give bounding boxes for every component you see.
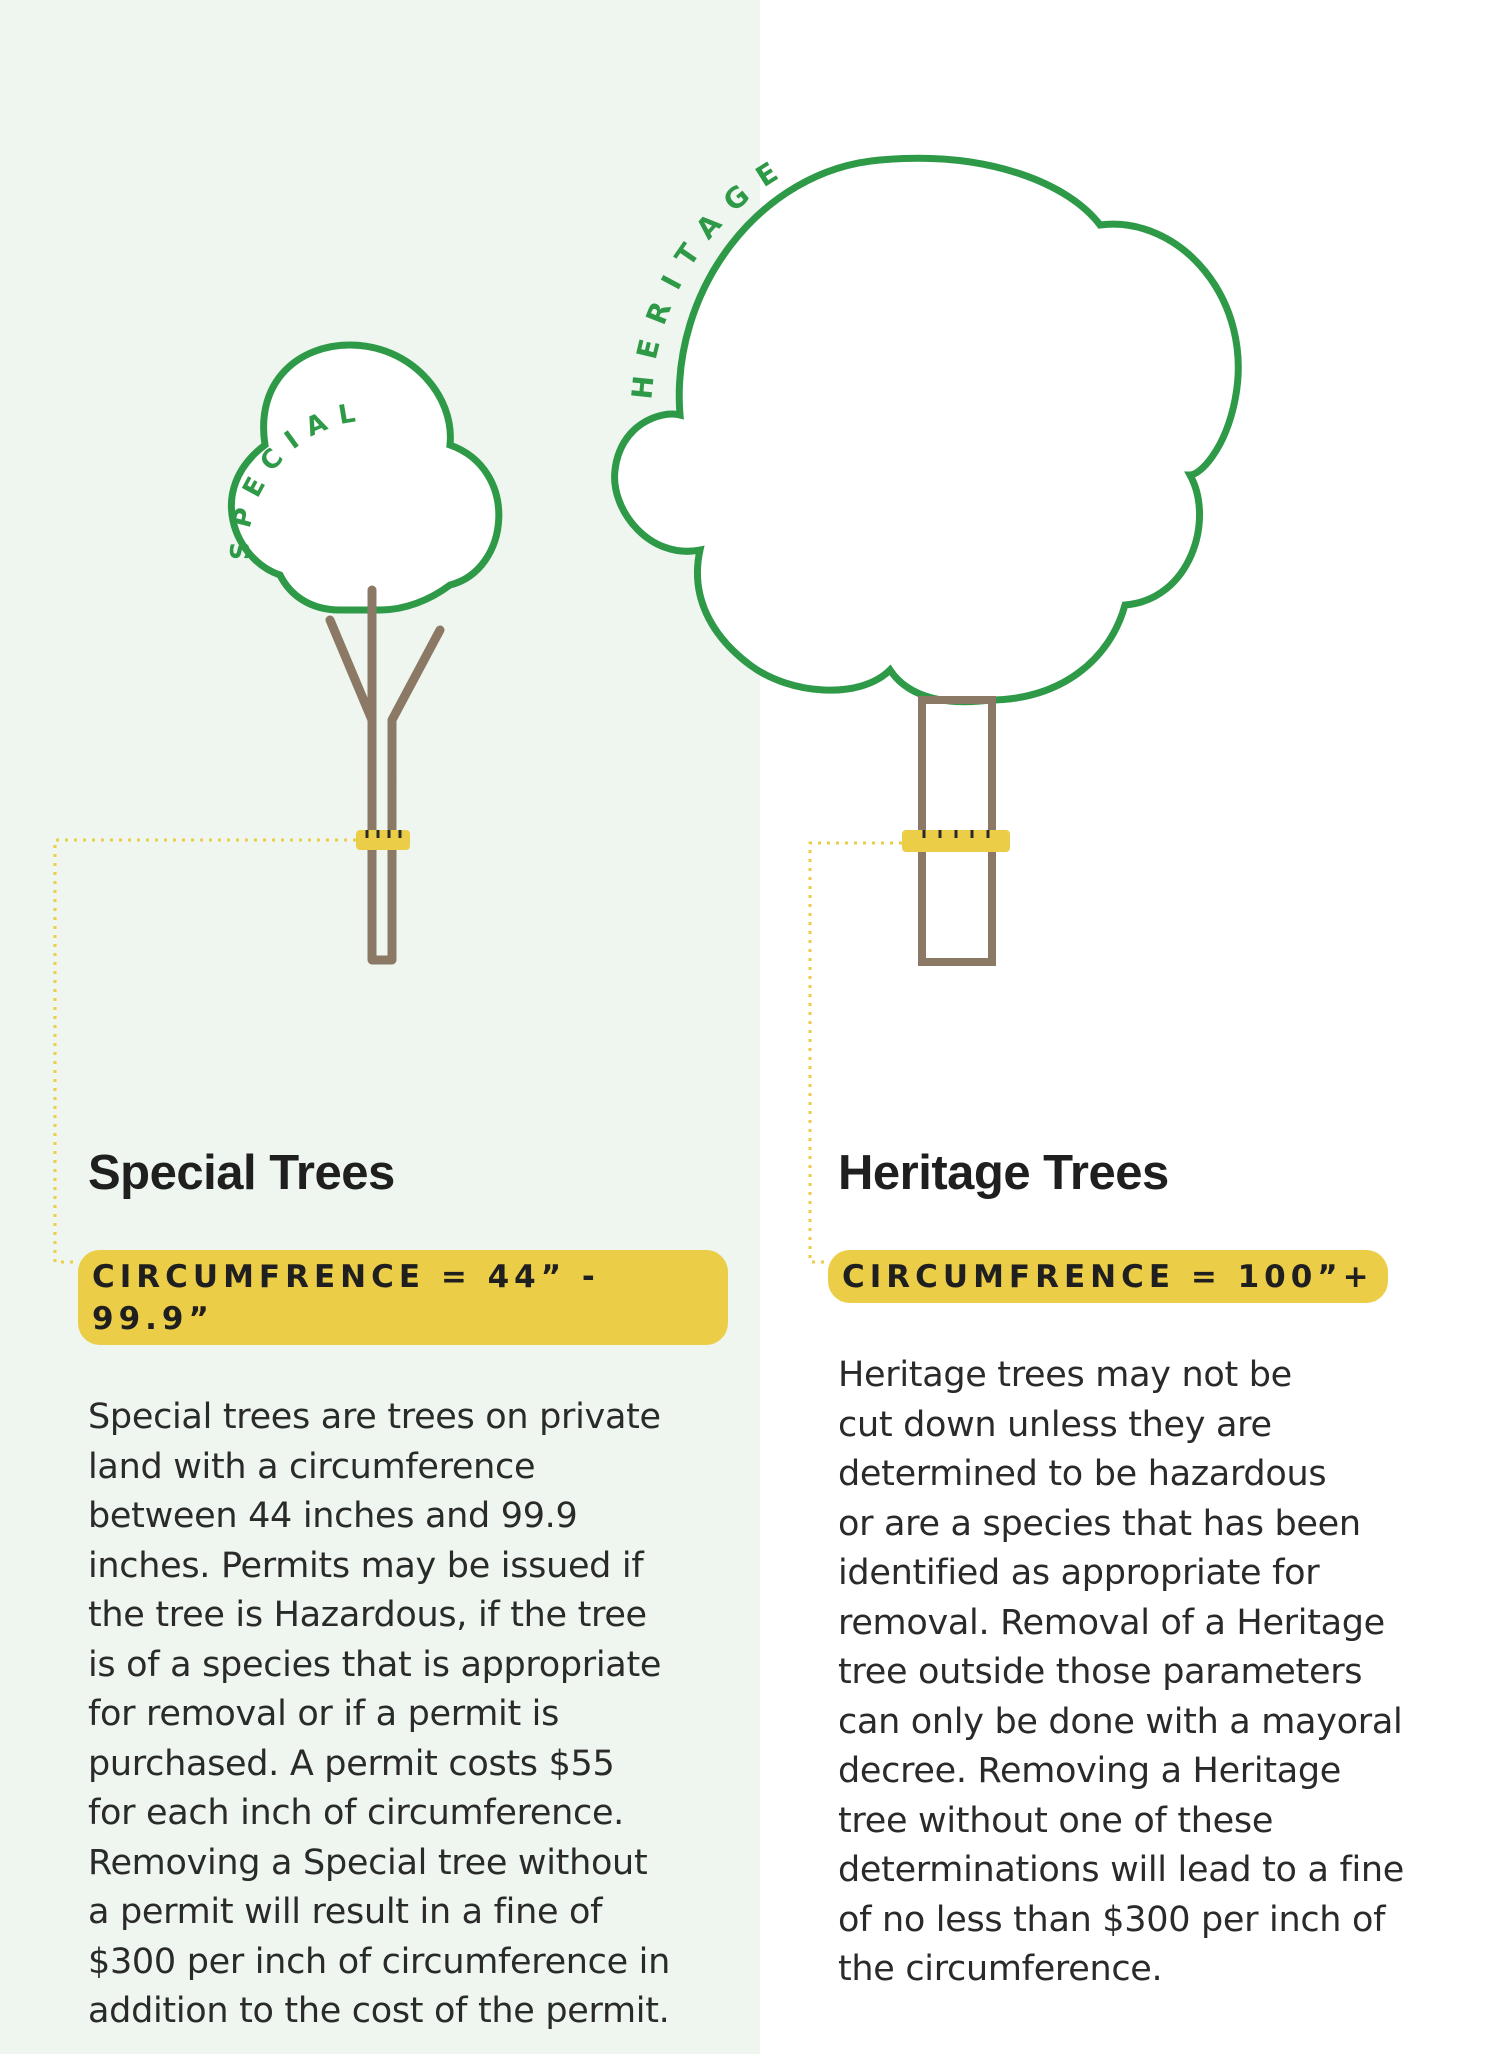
heritage-arc-label: HERITAGE xyxy=(625,147,798,401)
heritage-trees-description: Heritage trees may not be cut down unless they are determined to be hazardous or are a species that has been identified as appropriate for removal. Removal of a Heritage tree outside those parameters can only be done with a mayoral decree. Removing a Heritage tree without one of these determinations will lead to a fine of no less than $300 per inch of the circumference. xyxy=(838,1355,1405,1989)
special-measure-tape xyxy=(356,830,410,850)
special-trees-section xyxy=(88,1136,728,2037)
heritage-trees-section xyxy=(838,1136,1458,1995)
special-trees-title: Special Trees xyxy=(88,1146,395,1200)
special-trees-description: Special trees are trees on private land with a circumference between 44 inches and 99.9 inches. Permits may be issued if the tree is Hazardous, if the tree is of a species that is appropriate for removal or if a permit is purchased. A permit costs $55 for each inch of circumference. Removing a Special tree without a permit will result in a fine of $300 per inch of circumference in addition to the cost of the permit. xyxy=(88,1397,670,2031)
special-branches xyxy=(330,590,440,780)
heritage-tree-icon xyxy=(615,147,1239,1262)
heritage-trees-title: Heritage Trees xyxy=(838,1146,1169,1200)
special-arc-label: SPECIAL xyxy=(226,396,370,561)
special-trunk xyxy=(372,780,392,960)
special-circumference-badge: CIRCUMFRENCE = 44” - 99.9” xyxy=(78,1250,728,1345)
special-tree-icon xyxy=(55,345,499,1262)
heritage-circumference-badge: CIRCUMFRENCE = 100”+ xyxy=(828,1250,1388,1303)
